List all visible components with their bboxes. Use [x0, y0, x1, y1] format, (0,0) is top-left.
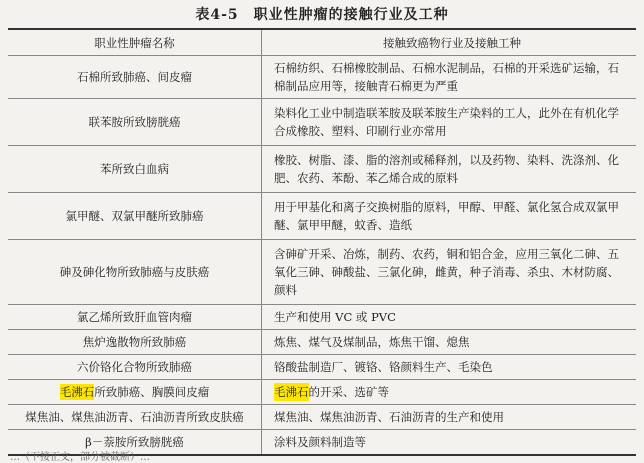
table-row [8, 355, 636, 380]
table-row [8, 305, 636, 330]
table-row [8, 330, 636, 355]
exposure-text: 染料化工业中制造联苯胺及联苯胺生产染料的工人，此外在有机化学合成橡胶、塑料、印刷行业亦常用 [274, 106, 619, 138]
column-header-tumor: 职业性肿瘤名称 [8, 30, 262, 55]
exposure-cell [262, 99, 636, 145]
highlighted-term: 毛沸石 [59, 385, 95, 399]
exposure-text: 含砷矿开采、冶炼，制药、农药，铜和铝合金，应用三氧化二砷、五氧化三砷、砷酸盐、三氯化砷，雌黄，种子消毒、杀虫、木材防腐、颜料 [274, 247, 619, 297]
exposure-text: 用于甲基化和离子交换树脂的原料，甲醇、甲醛、氯化氢合成双氯甲醚、氯甲甲醚，蚊香、造纸 [274, 200, 619, 232]
tumor-name: β－萘胺所致膀胱癌 [85, 435, 184, 449]
cut-off-body-text: …（下接正文，部分被截断）… [10, 452, 150, 463]
tumor-name-cell [8, 380, 262, 404]
table-row [8, 146, 636, 193]
exposure-text: 铬酸盐制造厂、镀铬、铬颜料生产、毛染色 [274, 360, 493, 374]
tumor-name: 石棉所致肺癌、间皮瘤 [77, 70, 192, 84]
exposure-cell [262, 355, 636, 379]
column-header-exposure: 接触致癌物行业及接触工种 [383, 35, 521, 50]
table-row [8, 99, 636, 146]
tumor-name: 焦炉逸散物所致肺癌 [82, 335, 187, 349]
exposure-text: 橡胶、树脂、漆、脂的溶剂或稀释剂，以及药物、染料、洗涤剂、化肥、农药、苯酚、苯乙烯合成的原料 [274, 153, 619, 185]
exposure-cell [262, 146, 636, 192]
exposure-text: 石棉纺织、石棉橡胶制品、石棉水泥制品，石棉的开采选矿运输，石棉制品应用等，接触青石棉更为严重 [274, 61, 619, 93]
tumor-name-cell [8, 330, 262, 354]
tumor-name-cell [8, 405, 262, 429]
exposure-text: 炼焦、煤气及煤制品，炼焦干馏、熄焦 [274, 335, 470, 349]
table [8, 28, 636, 456]
table-row [8, 56, 636, 99]
table-row [8, 193, 636, 240]
table-title: 表4-5 职业性肿瘤的接触行业及工种 [195, 7, 449, 23]
exposure-cell [262, 380, 636, 404]
tumor-name: 苯所致白血病 [100, 162, 169, 176]
tumor-name-cell [8, 193, 262, 239]
exposure-cell [262, 305, 636, 329]
tumor-name: 砷及砷化物所致肺癌与皮肤癌 [59, 265, 210, 279]
tumor-name-cell [8, 305, 262, 329]
exposure-text: 煤焦油、煤焦油沥青、石油沥青的生产和使用 [274, 410, 504, 424]
exposure-cell [262, 240, 636, 304]
exposure-cell [262, 330, 636, 354]
highlighted-term: 毛沸石 [274, 385, 309, 399]
exposure-text-rest: 的开采、选矿等 [308, 385, 389, 399]
table-row [8, 405, 636, 430]
tumor-name: 六价铬化合物所致肺癌 [77, 360, 192, 374]
exposure-text: 涂料及颜料制造等 [274, 435, 366, 449]
tumor-name: 煤焦油、煤焦油沥青、石油沥青所致皮肤癌 [25, 410, 244, 424]
exposure-cell [262, 405, 636, 429]
tumor-name-cell [8, 355, 262, 379]
tumor-name-cell [8, 56, 262, 98]
table-header-row [8, 30, 636, 56]
exposure-cell [262, 193, 636, 239]
tumor-name-rest: 所致肺癌、胸膜间皮瘤 [94, 385, 210, 399]
tumor-name-cell [8, 146, 262, 192]
exposure-text: 生产和使用 VC 或 PVC [274, 310, 396, 324]
tumor-name-cell [8, 99, 262, 145]
table-row [8, 240, 636, 305]
table-row [8, 380, 636, 405]
tumor-name-cell [8, 240, 262, 304]
exposure-cell [262, 56, 636, 98]
tumor-name: 联苯胺所致膀胱癌 [88, 115, 181, 129]
tumor-name: 氯乙烯所致肝血管肉瘤 [77, 310, 192, 324]
tumor-name: 氯甲醚、双氯甲醚所致肺癌 [65, 209, 204, 223]
